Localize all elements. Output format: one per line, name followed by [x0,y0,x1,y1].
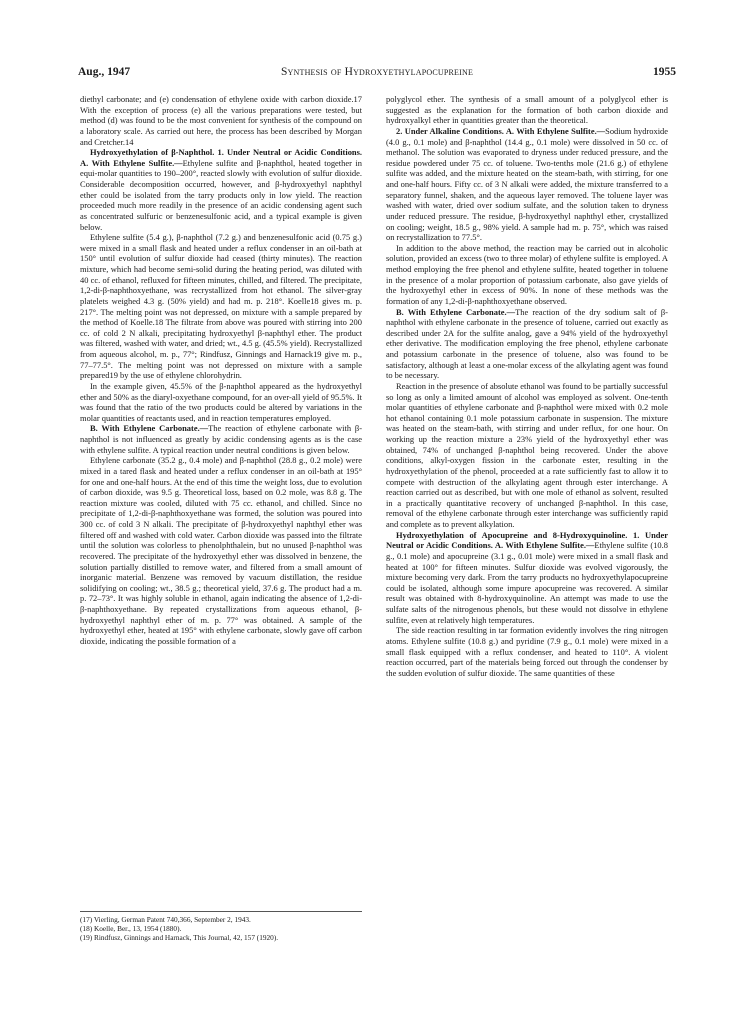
paragraph [386,94,668,126]
right-column [386,94,668,678]
section-heading: B. With Ethylene Carbonate.— [90,423,209,434]
paragraph [80,381,362,424]
footnote: (17) Vierling, German Patent 740,366, September 2, 1943. [80,915,251,924]
paragraph-text: Ethylene sulfite (5.4 g.), β-naphthol (7.2 g.) and benzenesulfonic acid (0.75 g.) were mixed in a small flask and heated under a reflux condenser in an oil-bath at 150° until evolution of sulfur dioxide had ceased (thirty minutes). The reaction mixture, which had become semi-solid during the heating period, was diluted with 40 cc. of ethanol, refluxed for fifteen minutes, chilled, and filtered. The precipitate, 1,2-di-β-naphthoxyethane, was recrystallized from hot ethanol. The silver-gray platelets weighed 4.3 g. (50% yield) and had m. p. 218°. Koelle18 gives m. p. 217°. The melting point was not depressed, on mixture with a sample prepared by the method of Koelle.18 The filtrate from above was poured with stirring into 200 cc. of cold 2 N alkali, precipitating hydroxyethyl β-naphthyl ether. The product was filtered, washed with water, and dried; wt., 4.5 g. (45.5% yield). Recrystallized from aqueous alcohol, m. p., 77°; Rindfusz, Ginnings and Harnack19 give m. p., 77–77.5°. The melting point was not depressed on mixture with a sample prepared19 by the use of ethylene chlorohydrin. [80,232,362,381]
issue-date: Aug., 1947 [78,66,131,78]
footnote: (19) Rindfusz, Ginnings and Harnack, This Journal, 42, 157 (1920). [80,933,279,943]
running-header [78,66,676,80]
paragraph-text: In addition to the above method, the reaction may be carried out in alcoholic solution, provided an excess (two to three molar) of ethylene sulfite is employed. A method employing the free phenol and ethylene sulfite, heated together in toluene in the presence of a molar proportion of potassium carbonate, also gave yields of the hydroxyethyl ether in excess of 90%. In none of these methods was the formation of any 1,2-di-β-naphthoxyethane observed. [386,242,668,306]
running-title: Synthesis of Hydroxyethylapocupreine [280,66,474,78]
footnotes [80,911,362,943]
paragraph [80,423,362,455]
paragraph [386,243,668,307]
paragraph-text: In the example given, 45.5% of the β-naphthol appeared as the hydroxyethyl ether and 50% as the diaryl-oxyethane compound, for an over-all yield of 95.5%. It was found that the ratio of the two products could be altered by variations in the molar quantities of reactants used, and in reaction temperatures employed. [80,380,362,423]
paragraph-text: Sodium hydroxide (4.0 g., 0.1 mole) and β-naphthol (14.4 g., 0.1 mole) were dissolved in 50 cc. of methanol. The solution was evaporated to dryness under reduced pressure, and the residue powdered under 75 cc. of toluene. Two-tenths mole (21.6 g.) of ethylene sulfite was added, and the mixture heated on the steam-bath, with stirring, for one and one-half hours. Fifty cc. of 3 N alkali were added, the mixture transferred to a separatory funnel, shaken, and the aqueous layer removed. The toluene layer was washed with water, dried over sodium sulfate, and the solution taken to dryness under reduced pressure. The residue, β-hydroxyethyl naphthyl ether, crystallized on cooling; weight, 18.5 g., 98% yield. A sample had m. p. 75°, which was raised on recrystallization to 77.5°. [386,125,669,243]
paragraph [386,625,668,678]
section-heading: B. With Ethylene Carbonate.— [396,306,516,317]
section-heading: Hydroxyethylation of Apocupreine and 8-Hydroxyquinoline. 1. Under Neutral or Acidic Conditions. A. With Ethylene Sulfite.— [386,529,668,551]
left-column [80,94,362,647]
paragraph [386,307,668,381]
paragraph [80,232,362,381]
paragraph [386,381,668,530]
paragraph [386,530,668,626]
page-number: 1955 [653,66,676,78]
paragraph [80,147,362,232]
paragraph [80,94,362,147]
paragraph-text: polyglycol ether. The synthesis of a small amount of a polyglycol ether is suggested as the explanation for the formation of both carbon dioxide and hydroxyalkyl ether in quantities greater than the theoretical. [386,94,668,126]
paragraph-text: Ethylene carbonate (35.2 g., 0.4 mole) and β-naphthol (28.8 g., 0.2 mole) were mixed in a tared flask and heated under a reflux condenser in an oil-bath at 195° for one and one-half hours. At the end of this time the weight loss, due to evolution of carbon dioxide, was 9.5 g. Theoretical loss, based on 0.2 mole, was 8.8 g. The reaction mixture was cooled, diluted with 75 cc. ethanol, and chilled. Since no precipitate of 1,2-di-β-naphthoxyethane was formed, the solution was poured into 300 cc. of cold 3 N alkali. The precipitate of β-hydroxyethyl naphthyl ether was filtered off and washed with cold water. Carbon dioxide was passed into the filtrate until the solution was colorless to phenolphthalein, but no unused β-naphthol was recovered. The precipitate of the hydroxyethyl ether was dissolved in benzene, the solution partially distilled to remove water, and filtered from a small amount of inorganic material. Benzene was removed by vacuum distillation, the residue solidifying on cooling; wt., 38.5 g.; theoretical yield, 37.6 g. The product had a m. p. 72–73°. It was highly soluble in ethanol, again indicating the absence of 1,2-di-β-naphthoxyethane. By repeated crystallizations from aqueous ethanol, β-hydroxyethyl naphthyl ether of m. p. 77° was obtained. A sample of the hydroxyethyl ether, heated at 195° with ethylene carbonate, slowly gave off carbon dioxide, indicating the possible formation of a [80,455,362,646]
section-heading: 2. Under Alkaline Conditions. A. With Ethylene Sulfite.— [396,125,606,136]
section-heading: Hydroxyethylation of β-Naphthol. 1. Under Neutral or Acidic Conditions. A. With Ethylene Sulfite.— [80,147,362,168]
paragraph-text: The reaction of the dry sodium salt of β-naphthol with ethylene carbonate in the presence of toluene, carried out exactly as described under 2A for the sulfite analog, gave a 94% yield of the hydroxyethyl ether derivative. The modification employing the free phenol, ethylene carbonate and potassium carbonate in the presence of toluene, also was found to be satisfactory, although at least a one-molar excess of the alkylating agent was found to be necessary. [386,306,668,381]
paragraph-text: The side reaction resulting in tar formation evidently involves the ring nitrogen atoms. Ethylene sulfite (10.8 g.) and pyridine (7.9 g., 0.1 mole) were mixed in a small flask equipped with a reflux condenser, and heated to 110°. A violent reaction occurred, part of the materials being forced out through the condenser by the sudden evolution of sulfur dioxide. The same quantities of these [386,625,668,678]
footnote: (18) Koelle, Ber., 13, 1954 (1880). [80,924,182,934]
paragraph [386,126,668,243]
paragraph-text: Ethylene sulfite and β-naphthol, heated together in equi-molar quantities to 190–200°, reacted slowly with evolution of sulfur dioxide. Considerable decomposition occurred, however, and β-hydroxyethyl naphthyl ether could be isolated from the tarry products only in low yield. The reaction proceeded much more readily in the presence of an acidic condensing agent such as concentrated sulfuric or benzenesulfonic acid, and a typical example is given below. [80,157,362,232]
paragraph-text: diethyl carbonate; and (e) condensation of ethylene oxide with carbon dioxide.17 With the exception of process (e) all the various preparations were tested, but method (d) was found to be the most convenient for synthesis of the compound on a laboratory scale. As carried out here, the process has been described by Morgan and Cretcher.14 [80,94,362,147]
paragraph-text: Reaction in the presence of absolute ethanol was found to be partially successful so long as only a limited amount of alcohol was employed as solvent. One-tenth molar quantities of ethylene carbonate and β-naphthol were mixed with 0.2 mole hot ethanol containing 0.1 mole potassium carbonate in suspension. The mixture was heated on the steam-bath, with stirring and under reflux, for one hour. On working up the reaction mixture a 23% yield of the hydroxyethyl ether was obtained, 74% of unchanged β-naphthol being recovered. Under the above conditions, alkyl-oxygen fission in the carbonate ester, resulting in the hydroxyethylation of the phenol, proceeded at a rate sufficiently fast to allow it to compete with destruction of the alkylating agent through ester interchange. A reaction carried out as described, but with one mole of ethanol as solvent, resulted in a practically quantitative recovery of unchanged β-naphthol. In this case, removal of the ethylene carbonate through ester interchange was sufficiently rapid and complete as to prevent alkylation. [386,380,668,529]
paragraph-text: The reaction of ethylene carbonate with β-naphthol is not influenced as greatly by acidic condensing agents as is the case with ethylene sulfite. A typical reaction under neutral conditions is given below. [80,423,362,455]
paragraph-text: Ethylene sulfite (10.8 g., 0.1 mole) and apocupreine (3.1 g., 0.01 mole) were mixed in a small flask and heated at 100° for fifteen minutes. Sulfur dioxide was evolved vigorously, the mixture becoming very dark. From the tarry products no hydroxyethylapocupreine could be isolated, although some impure apocupreine was recovered. A similar result was obtained with 8-hydroxyquinoline. An attempt was made to use the sulfate salts of the nitrogenous phenols, but these would not dissolve in ethylene sulfite, even at relatively high temperatures. [386,540,668,625]
paragraph [80,455,362,646]
